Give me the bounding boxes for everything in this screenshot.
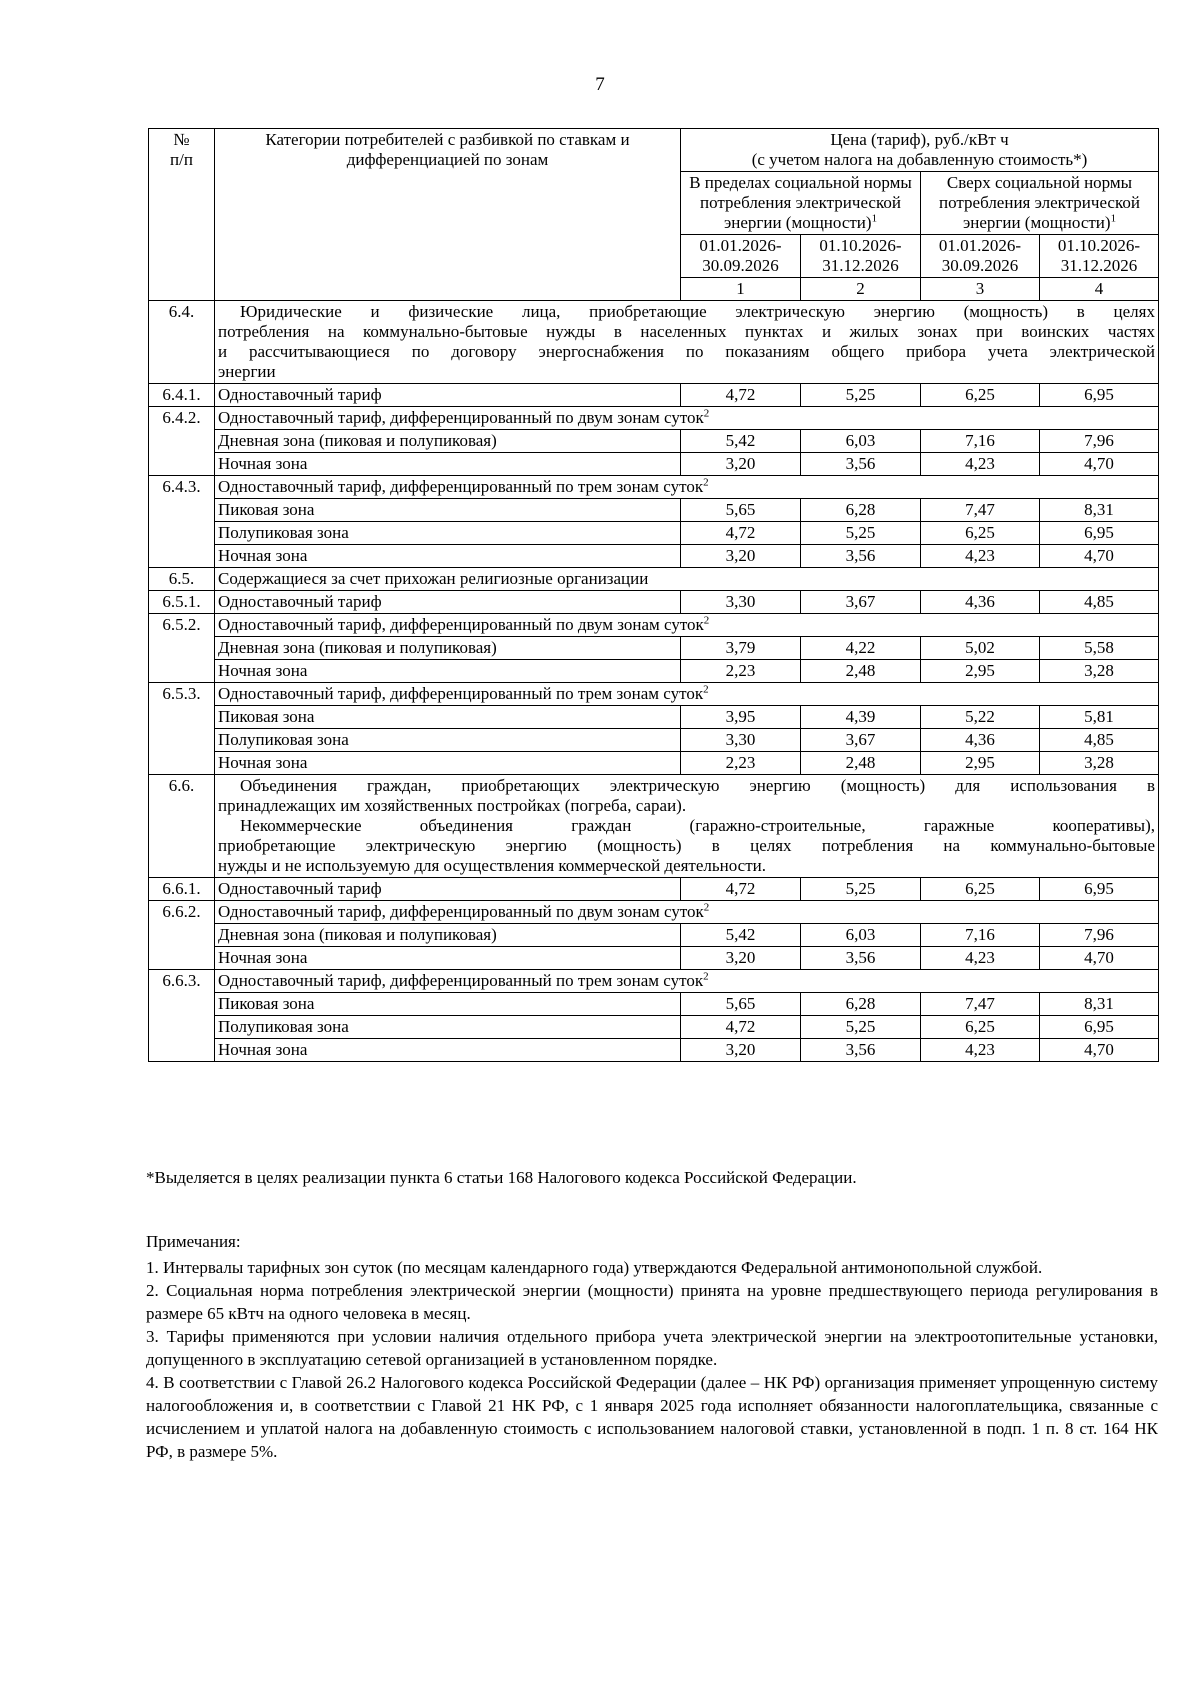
header-col-num [149, 129, 215, 301]
tariff-value: 5,25 [801, 1016, 921, 1039]
tariff-value: 4,72 [681, 878, 801, 901]
category-row [149, 568, 1159, 591]
zone-label: Дневная зона (пиковая и полупиковая) [215, 637, 681, 660]
zone-row [149, 1039, 1159, 1062]
tariff-row [149, 384, 1159, 407]
tariff-value: 4,70 [1040, 1039, 1159, 1062]
tariff-value: 7,16 [921, 924, 1040, 947]
tariff-value: 6,25 [921, 384, 1040, 407]
column-number: 2 [801, 278, 921, 301]
zone-label: Дневная зона (пиковая и полупиковая) [215, 430, 681, 453]
tariff-value: 4,72 [681, 522, 801, 545]
page-number: 7 [595, 74, 605, 95]
tariff-value: 5,02 [921, 637, 1040, 660]
row-number: 6.4. [149, 301, 215, 384]
footnote-mark: 2 [703, 901, 710, 914]
tariff-value: 4,72 [681, 384, 801, 407]
tariff-value: 3,56 [801, 453, 921, 476]
header-price [681, 129, 1159, 172]
category-line: приобретающие электрическую энергию (мощность) в целях потребления на коммунально-бытовые [218, 836, 1155, 855]
zone-row [149, 924, 1159, 947]
note-item: 3. Тарифы применяются при условии наличия отдельного прибора учета электрической энергии на электроотопительные установки, допущенного в эксплуатацию сетевой организацией в установленном порядке. [146, 1327, 1158, 1369]
tariff-value: 3,20 [681, 545, 801, 568]
zone-group-title [215, 901, 1159, 924]
tariff-value: 4,36 [921, 729, 1040, 752]
tariff-value: 5,81 [1040, 706, 1159, 729]
tariff-value: 5,42 [681, 924, 801, 947]
tariff-value: 4,70 [1040, 453, 1159, 476]
category-line: энергии [218, 362, 276, 381]
zone-row [149, 660, 1159, 683]
header-period-1: 01.01.2026-30.09.2026 [921, 235, 1040, 278]
tariff-value: 5,65 [681, 499, 801, 522]
tariff-value: 5,42 [681, 430, 801, 453]
row-number: 6.6. [149, 775, 215, 878]
tariff-value: 6,95 [1040, 384, 1159, 407]
zone-row [149, 522, 1159, 545]
tariff-value: 4,70 [1040, 947, 1159, 970]
zone-label: Пиковая зона [215, 993, 681, 1016]
notes-list [146, 1256, 1158, 1463]
tariff-value: 3,56 [801, 545, 921, 568]
zone-group-row [149, 683, 1159, 706]
zone-group-row [149, 614, 1159, 637]
header-period-1: 01.01.2026-30.09.2026 [681, 235, 801, 278]
tariff-value: 6,95 [1040, 1016, 1159, 1039]
tariff-value: 6,95 [1040, 522, 1159, 545]
row-number: 6.6.1. [149, 878, 215, 901]
tariff-value: 2,95 [921, 752, 1040, 775]
row-number: 6.6.3. [149, 970, 215, 1062]
footnote-mark: 2 [703, 683, 709, 696]
tariff-value: 3,30 [681, 591, 801, 614]
header-above-norm-text: Сверх социальной нормы потребления электрической энергии (мощности) [939, 173, 1140, 232]
tariff-value: 4,23 [921, 1039, 1040, 1062]
tariff-value: 4,85 [1040, 729, 1159, 752]
tariff-value: 8,31 [1040, 993, 1159, 1016]
category-line: и рассчитывающиеся по договору энергоснабжения по показаниям общего прибора учета электрической [218, 342, 1155, 361]
tariff-value: 3,20 [681, 947, 801, 970]
zone-group-title [215, 614, 1159, 637]
header-col-category: Категории потребителей с разбивкой по ставкам и дифференциацией по зонам [215, 129, 681, 301]
tariff-value: 3,28 [1040, 752, 1159, 775]
header-num-line1: № [173, 130, 190, 149]
header-within-norm-text: В пределах социальной нормы потребления электрической энергии (мощности) [689, 173, 912, 232]
zone-label: Полупиковая зона [215, 729, 681, 752]
zone-row [149, 430, 1159, 453]
row-number: 6.6.2. [149, 901, 215, 970]
footnote-mark: 1 [1110, 212, 1117, 225]
tariff-value: 3,95 [681, 706, 801, 729]
zone-row [149, 752, 1159, 775]
row-number: 6.4.1. [149, 384, 215, 407]
zone-group-title-text: Одноставочный тариф, дифференцированный по двум зонам суток [218, 615, 704, 634]
footnote-mark: 2 [703, 476, 709, 489]
tariff-value: 4,72 [681, 1016, 801, 1039]
column-number: 3 [921, 278, 1040, 301]
tariff-value: 3,56 [801, 1039, 921, 1062]
category-description [215, 301, 1159, 384]
tariff-value: 5,65 [681, 993, 801, 1016]
tariff-label: Одноставочный тариф [215, 591, 681, 614]
column-number: 1 [681, 278, 801, 301]
tariff-value: 4,39 [801, 706, 921, 729]
zone-label: Пиковая зона [215, 706, 681, 729]
category-line: принадлежащих им хозяйственных постройках (погреба, сараи). [218, 796, 687, 815]
row-number: 6.5.1. [149, 591, 215, 614]
tariff-value: 7,16 [921, 430, 1040, 453]
footnote-mark: 2 [703, 407, 710, 420]
header-price-line1: Цена (тариф), руб./кВт ч [830, 130, 1009, 149]
notes-title: Примечания: [146, 1232, 241, 1251]
footnote-mark: 2 [703, 614, 710, 627]
zone-group-row [149, 970, 1159, 993]
tariff-value: 4,36 [921, 591, 1040, 614]
tariff-value: 4,85 [1040, 591, 1159, 614]
tariff-value: 5,25 [801, 522, 921, 545]
zone-group-row [149, 901, 1159, 924]
tariff-value: 5,25 [801, 384, 921, 407]
zone-label: Ночная зона [215, 545, 681, 568]
header-within-norm [681, 172, 921, 235]
category-line: Некоммерческие объединения граждан (гаражно-строительные, гаражные кооперативы), [240, 816, 1155, 835]
zone-row [149, 453, 1159, 476]
vat-footnote: *Выделяется в целях реализации пункта 6 статьи 168 Налогового кодекса Российской Федерации. [146, 1168, 857, 1187]
header-above-norm [921, 172, 1159, 235]
tariff-label: Одноставочный тариф [215, 384, 681, 407]
zone-row [149, 993, 1159, 1016]
tariff-value: 2,48 [801, 752, 921, 775]
zone-label: Полупиковая зона [215, 522, 681, 545]
tariff-value: 7,96 [1040, 924, 1159, 947]
tariff-value: 2,48 [801, 660, 921, 683]
tariff-value: 7,47 [921, 993, 1040, 1016]
tariff-table [148, 128, 1159, 1062]
category-row [149, 775, 1159, 878]
tariff-value: 6,25 [921, 1016, 1040, 1039]
tariff-value: 3,20 [681, 1039, 801, 1062]
tariff-value: 6,25 [921, 522, 1040, 545]
tariff-value: 4,22 [801, 637, 921, 660]
zone-label: Ночная зона [215, 947, 681, 970]
notes-section [146, 1230, 1158, 1463]
tariff-row [149, 591, 1159, 614]
tariff-value: 3,79 [681, 637, 801, 660]
tariff-table-body [149, 129, 1159, 1062]
tariff-value: 6,03 [801, 430, 921, 453]
tariff-value: 2,23 [681, 752, 801, 775]
zone-label: Дневная зона (пиковая и полупиковая) [215, 924, 681, 947]
zone-group-title [215, 683, 1159, 706]
category-description [215, 775, 1159, 878]
zone-row [149, 729, 1159, 752]
header-price-line2: (с учетом налога на добавленную стоимость*) [751, 150, 1088, 169]
zone-label: Ночная зона [215, 660, 681, 683]
tariff-value: 7,96 [1040, 430, 1159, 453]
zone-group-title [215, 970, 1159, 993]
zone-group-title [215, 476, 1159, 499]
category-line: нужды и не используемую для осуществления коммерческой деятельности. [218, 856, 766, 875]
category-line: потребления на коммунально-бытовые нужды в населенных пунктах и жилых зонах при воинских частях [218, 322, 1155, 341]
tariff-value: 8,31 [1040, 499, 1159, 522]
tariff-value: 4,23 [921, 545, 1040, 568]
zone-row [149, 499, 1159, 522]
tariff-value: 3,67 [801, 729, 921, 752]
zone-group-row [149, 476, 1159, 499]
note-item: 2. Социальная норма потребления электрической энергии (мощности) принята на уровне предшествующего периода регулирования в размере 65 кВтч на одного человека в месяц. [146, 1281, 1158, 1323]
category-line: Юридические и физические лица, приобретающие электрическую энергию (мощность) в целях [240, 302, 1155, 321]
row-number: 6.5.2. [149, 614, 215, 683]
header-period-2: 01.10.2026-31.12.2026 [1040, 235, 1159, 278]
row-number: 6.4.3. [149, 476, 215, 568]
zone-label: Ночная зона [215, 1039, 681, 1062]
tariff-value: 3,30 [681, 729, 801, 752]
zone-label: Ночная зона [215, 453, 681, 476]
column-number: 4 [1040, 278, 1159, 301]
tariff-value: 7,47 [921, 499, 1040, 522]
tariff-value: 5,58 [1040, 637, 1159, 660]
tariff-value: 2,23 [681, 660, 801, 683]
row-number: 6.5.3. [149, 683, 215, 775]
header-row-1 [149, 129, 1159, 172]
category-row [149, 301, 1159, 384]
zone-row [149, 545, 1159, 568]
zone-label: Ночная зона [215, 752, 681, 775]
header-period-2: 01.10.2026-31.12.2026 [801, 235, 921, 278]
footnote-mark: 1 [871, 212, 878, 225]
tariff-value: 6,95 [1040, 878, 1159, 901]
tariff-value: 3,28 [1040, 660, 1159, 683]
tariff-value: 4,23 [921, 453, 1040, 476]
tariff-value: 6,25 [921, 878, 1040, 901]
zone-label: Полупиковая зона [215, 1016, 681, 1039]
zone-row [149, 947, 1159, 970]
zone-group-title-text: Одноставочный тариф, дифференцированный по двум зонам суток [218, 408, 704, 427]
tariff-row [149, 878, 1159, 901]
tariff-value: 3,67 [801, 591, 921, 614]
tariff-label: Одноставочный тариф [215, 878, 681, 901]
note-item: 1. Интервалы тарифных зон суток (по месяцам календарного года) утверждаются Федеральной антимонопольной службой. [146, 1258, 1043, 1277]
tariff-value: 5,25 [801, 878, 921, 901]
zone-label: Пиковая зона [215, 499, 681, 522]
tariff-value: 5,22 [921, 706, 1040, 729]
tariff-value: 3,20 [681, 453, 801, 476]
tariff-value: 6,03 [801, 924, 921, 947]
tariff-value: 4,70 [1040, 545, 1159, 568]
row-number: 6.4.2. [149, 407, 215, 476]
zone-group-title-text: Одноставочный тариф, дифференцированный по двум зонам суток [218, 902, 704, 921]
zone-row [149, 1016, 1159, 1039]
zone-row [149, 706, 1159, 729]
header-num-line2: п/п [170, 150, 193, 169]
tariff-value: 6,28 [801, 499, 921, 522]
zone-group-title-text: Одноставочный тариф, дифференцированный по трем зонам суток [218, 477, 704, 496]
category-title: Содержащиеся за счет прихожан религиозные организации [215, 568, 1159, 591]
zone-group-title-text: Одноставочный тариф, дифференцированный по трем зонам суток [218, 684, 704, 703]
tariff-value: 6,28 [801, 993, 921, 1016]
note-item: 4. В соответствии с Главой 26.2 Налогового кодекса Российской Федерации (далее – НК РФ) организация применяет упрощенную систему налогообложения и, в соответствии с Главой 21 НК РФ, с 1 января 2025 года исполняет обязанности налогоплательщика, связанные с исчислением и уплатой налога на добавленную стоимость с использованием налоговой ставки, установленной в подп. 1 п. 8 ст. 164 НК РФ, в размере 5%. [146, 1373, 1158, 1461]
zone-group-title [215, 407, 1159, 430]
tariff-value: 4,23 [921, 947, 1040, 970]
tariff-value: 3,56 [801, 947, 921, 970]
zone-group-title-text: Одноставочный тариф, дифференцированный по трем зонам суток [218, 971, 704, 990]
category-line: Объединения граждан, приобретающих электрическую энергию (мощность) для использования в [240, 776, 1155, 795]
zone-group-row [149, 407, 1159, 430]
tariff-value: 2,95 [921, 660, 1040, 683]
zone-row [149, 637, 1159, 660]
footnote-mark: 2 [703, 970, 709, 983]
row-number: 6.5. [149, 568, 215, 591]
